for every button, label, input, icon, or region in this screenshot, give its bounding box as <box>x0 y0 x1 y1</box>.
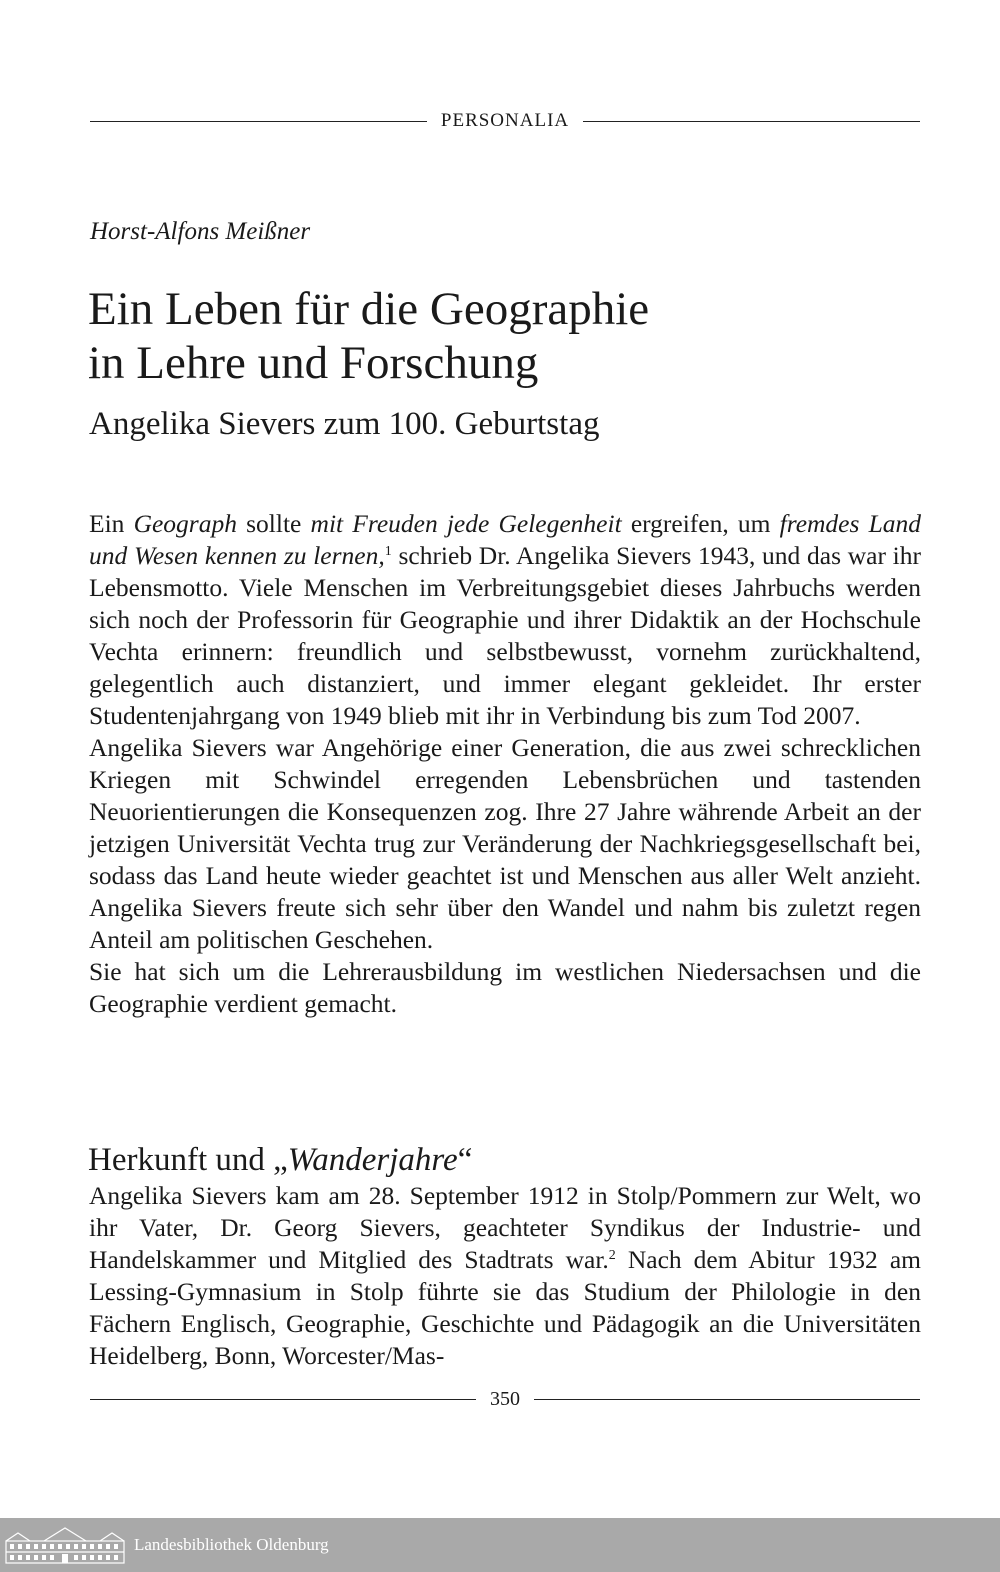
footnote-ref-2: 2 <box>608 1248 616 1263</box>
header-rule-right <box>583 121 920 122</box>
italic-run: Geograph <box>133 509 237 538</box>
footer-rule-left <box>90 1399 476 1400</box>
library-building-icon <box>4 1525 126 1565</box>
page-number: 350 <box>490 1387 520 1410</box>
text-run: sollte <box>236 509 311 538</box>
text-run: Angelika Sievers kam am 28. September 1912 in Stolp/Pommern zur Welt, wo ihr Vater, Dr. Georg Sievers, geachteter Syndikus der Industrie- und Handelskammer und Mitglied des Stadtrats war. <box>89 1181 921 1274</box>
library-bar <box>0 1518 1000 1572</box>
heading-close-quote: “ <box>457 1142 473 1178</box>
running-header <box>90 108 920 134</box>
intro-paragraph-1 <box>89 508 921 732</box>
text-run: schrieb Dr. Angelika Sievers 1943, und das war ihr Lebensmotto. Viele Menschen im Verbreitungsgebiet dieses Jahrbuchs werden sich noch der Professorin für Geographie und ihrer Didaktik an der Hochschule Vechta erinnern: freundlich und selbstbewusst, vornehm zurückhaltend, gelegentlich auch distanziert, und immer elegant gekleidet. Ihr erster Studentenjahrgang von 1949 blieb mit ihr in Verbindung bis zum Tod 2007. <box>89 541 922 730</box>
section-text <box>89 1180 921 1372</box>
page-footer <box>90 1386 920 1412</box>
italic-run: mit Freuden jede Gelegenheit <box>310 509 622 538</box>
article-author: Horst-Alfons Meißner <box>90 218 311 245</box>
heading-open-quote: „ <box>273 1142 288 1178</box>
title-line-2: in Lehre und Forschung <box>88 337 539 389</box>
article-subtitle: Angelika Sievers zum 100. Geburtstag <box>89 406 600 442</box>
footnote-ref-1: 1 <box>384 544 392 559</box>
section-paragraph-1 <box>89 1180 921 1372</box>
article-title <box>88 282 918 390</box>
italic-run: fremdes Land und Wesen kennen zu lernen, <box>89 509 922 570</box>
heading-plain: Herkunft und <box>88 1142 274 1178</box>
heading-italic: Wanderjahre <box>287 1142 458 1178</box>
text-run: Ein <box>89 509 134 538</box>
title-line-1: Ein Leben für die Geographie <box>88 283 650 335</box>
header-rule-left <box>90 121 427 122</box>
intro-paragraph-2: Angelika Sievers war Angehörige einer Generation, die aus zwei schrecklichen Kriegen mit Schwindel erregenden Lebensbrüchen und tastenden Neuorientierungen die Konsequenzen zog. Ihre 27 Jahre währende Arbeit an der jetzigen Universität Vechta trug zur Veränderung der Nachkriegsgesellschaft bei, sodass das Land heute wieder geachtet ist und Menschen aus aller Welt anzieht. Angelika Sievers freute sich sehr über den Wandel und nahm bis zuletzt regen Anteil am politischen Geschehen. <box>89 733 921 954</box>
intro-text <box>89 508 921 1020</box>
text-run: Nach dem Abitur 1932 am Lessing-Gymnasium in Stolp führte sie das Studium der Philologie in den Fächern Englisch, Geographie, Geschichte und Pädagogik an die Universitäten Heidelberg, Bonn, Worcester/Mas- <box>89 1245 921 1370</box>
footer-rule-right <box>534 1399 920 1400</box>
intro-paragraph-3: Sie hat sich um die Lehrerausbildung im westlichen Niedersachsen und die Geographie verdient gemacht. <box>89 957 921 1018</box>
section-heading <box>88 1142 472 1179</box>
text-run: ergreifen, um <box>621 509 780 538</box>
library-name: Landesbibliothek Oldenburg <box>134 1535 329 1554</box>
running-title: PERSONALIA <box>440 110 570 131</box>
